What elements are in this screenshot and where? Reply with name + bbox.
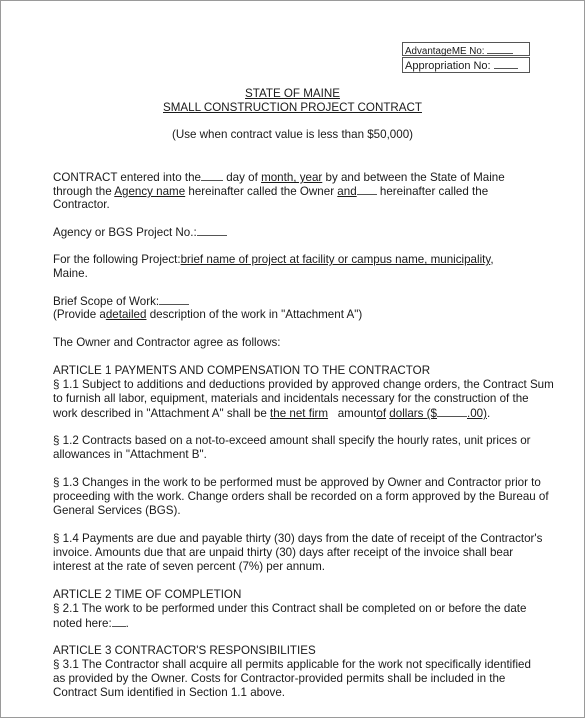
- project-line-1: For the following Project:brief name of project at facility or campus name, municipality,: [53, 253, 494, 266]
- section-2-1-line-2: noted here: .: [53, 617, 129, 630]
- scope-blank[interactable]: [159, 294, 189, 305]
- contract-line-1: CONTRACT entered into the day of month, year by and between the State of Maine: [53, 171, 505, 184]
- completion-date-blank[interactable]: [112, 616, 126, 627]
- scope-line-1: Brief Scope of Work:: [53, 294, 579, 309]
- month-year-field[interactable]: month, year: [261, 171, 323, 184]
- section-1-3-line-1: § 1.3 Changes in the work to be performed must be approved by Owner and Contractor prior to: [53, 476, 541, 489]
- section-1-4-line-2: invoice. Amounts due that are unpaid thirty (30) days after receipt of the invoice shall bear: [53, 546, 514, 559]
- advantage-number-box: [402, 42, 530, 56]
- dollars-field[interactable]: dollars ($: [389, 407, 437, 420]
- section-1-1-line-3: work described in "Attachment A" shall be the net firm amountof dollars ($ .00).: [53, 407, 491, 420]
- section-3-1-line-2: as provided by the Owner. Costs for Contractor-provided permits shall be included in the: [53, 672, 506, 685]
- section-1-2-line-1: § 1.2 Contracts based on a not-to-exceed amount shall specify the hourly rates, unit prices or: [53, 434, 531, 447]
- title-state: STATE OF MAINE: [245, 87, 340, 100]
- appropriation-number-box: [402, 57, 530, 73]
- article-3-heading: ARTICLE 3 CONTRACTOR'S RESPONSIBILITIES: [53, 644, 316, 657]
- contract-line-2: through the Agency name hereinafter called the Owner and hereinafter called the: [53, 185, 489, 198]
- agency-project-line: Agency or BGS Project No.:: [53, 225, 579, 240]
- net-firm-field[interactable]: the net firm: [270, 407, 329, 420]
- day-blank[interactable]: [201, 170, 223, 181]
- appropriation-number-blank[interactable]: [494, 58, 518, 69]
- advantage-label: AdvantageME No:: [405, 46, 485, 57]
- project-name-field[interactable]: brief name of project at facility or campus name, municipality: [180, 253, 491, 266]
- section-1-4-line-1: § 1.4 Payments are due and payable thirty (30) days from the date of receipt of the Contractor's: [53, 532, 543, 545]
- section-1-2-line-2: allowances in "Attachment B".: [53, 448, 207, 461]
- section-1-3-line-2: proceeding with the work. Change orders shall be recorded on a form approved by the Bureau of: [53, 490, 549, 503]
- section-1-4-line-3: interest at the rate of seven percent (7%) per annum.: [53, 560, 325, 573]
- section-3-1-line-3: Contract Sum identified in Section 1.1 above.: [53, 686, 286, 699]
- detailed-field[interactable]: detailed: [105, 308, 147, 321]
- title-contract: SMALL CONSTRUCTION PROJECT CONTRACT: [163, 101, 422, 114]
- title-note: (Use when contract value is less than $50,000): [171, 128, 414, 141]
- amount-words-field[interactable]: of: [376, 407, 387, 420]
- article-1-heading: ARTICLE 1 PAYMENTS AND COMPENSATION TO THE CONTRACTOR: [53, 364, 431, 377]
- agree-line: The Owner and Contractor agree as follows:: [53, 336, 281, 349]
- section-1-1-line-2: to furnish all labor, equipment, materials and incidentals necessary for the construction of the: [53, 392, 529, 405]
- section-1-3-line-3: General Services (BGS).: [53, 504, 181, 517]
- contract-line-3: Contractor.: [53, 198, 110, 211]
- appropriation-label: Appropriation No:: [405, 60, 491, 72]
- section-1-1-line-1: § 1.1 Subject to additions and deductions provided by approved change orders, the Contract Sum: [53, 378, 554, 391]
- project-number-blank[interactable]: [197, 225, 227, 236]
- contractor-blank[interactable]: [357, 184, 377, 195]
- section-3-1-line-1: § 3.1 The Contractor shall acquire all permits applicable for the work not specifically identified: [53, 658, 531, 671]
- scope-line-2: (Provide adetailed description of the work in "Attachment A"): [53, 308, 363, 321]
- advantage-number-blank[interactable]: [487, 43, 513, 54]
- agency-name-field[interactable]: Agency name: [114, 185, 186, 198]
- project-line-2: Maine.: [53, 267, 88, 280]
- section-2-1-line-1: § 2.1 The work to be performed under this Contract shall be completed on or before the date: [53, 602, 527, 615]
- dollar-amount-blank[interactable]: [437, 406, 467, 417]
- article-2-heading: ARTICLE 2 TIME OF COMPLETION: [53, 588, 242, 601]
- contractor-name-field[interactable]: and: [337, 185, 357, 198]
